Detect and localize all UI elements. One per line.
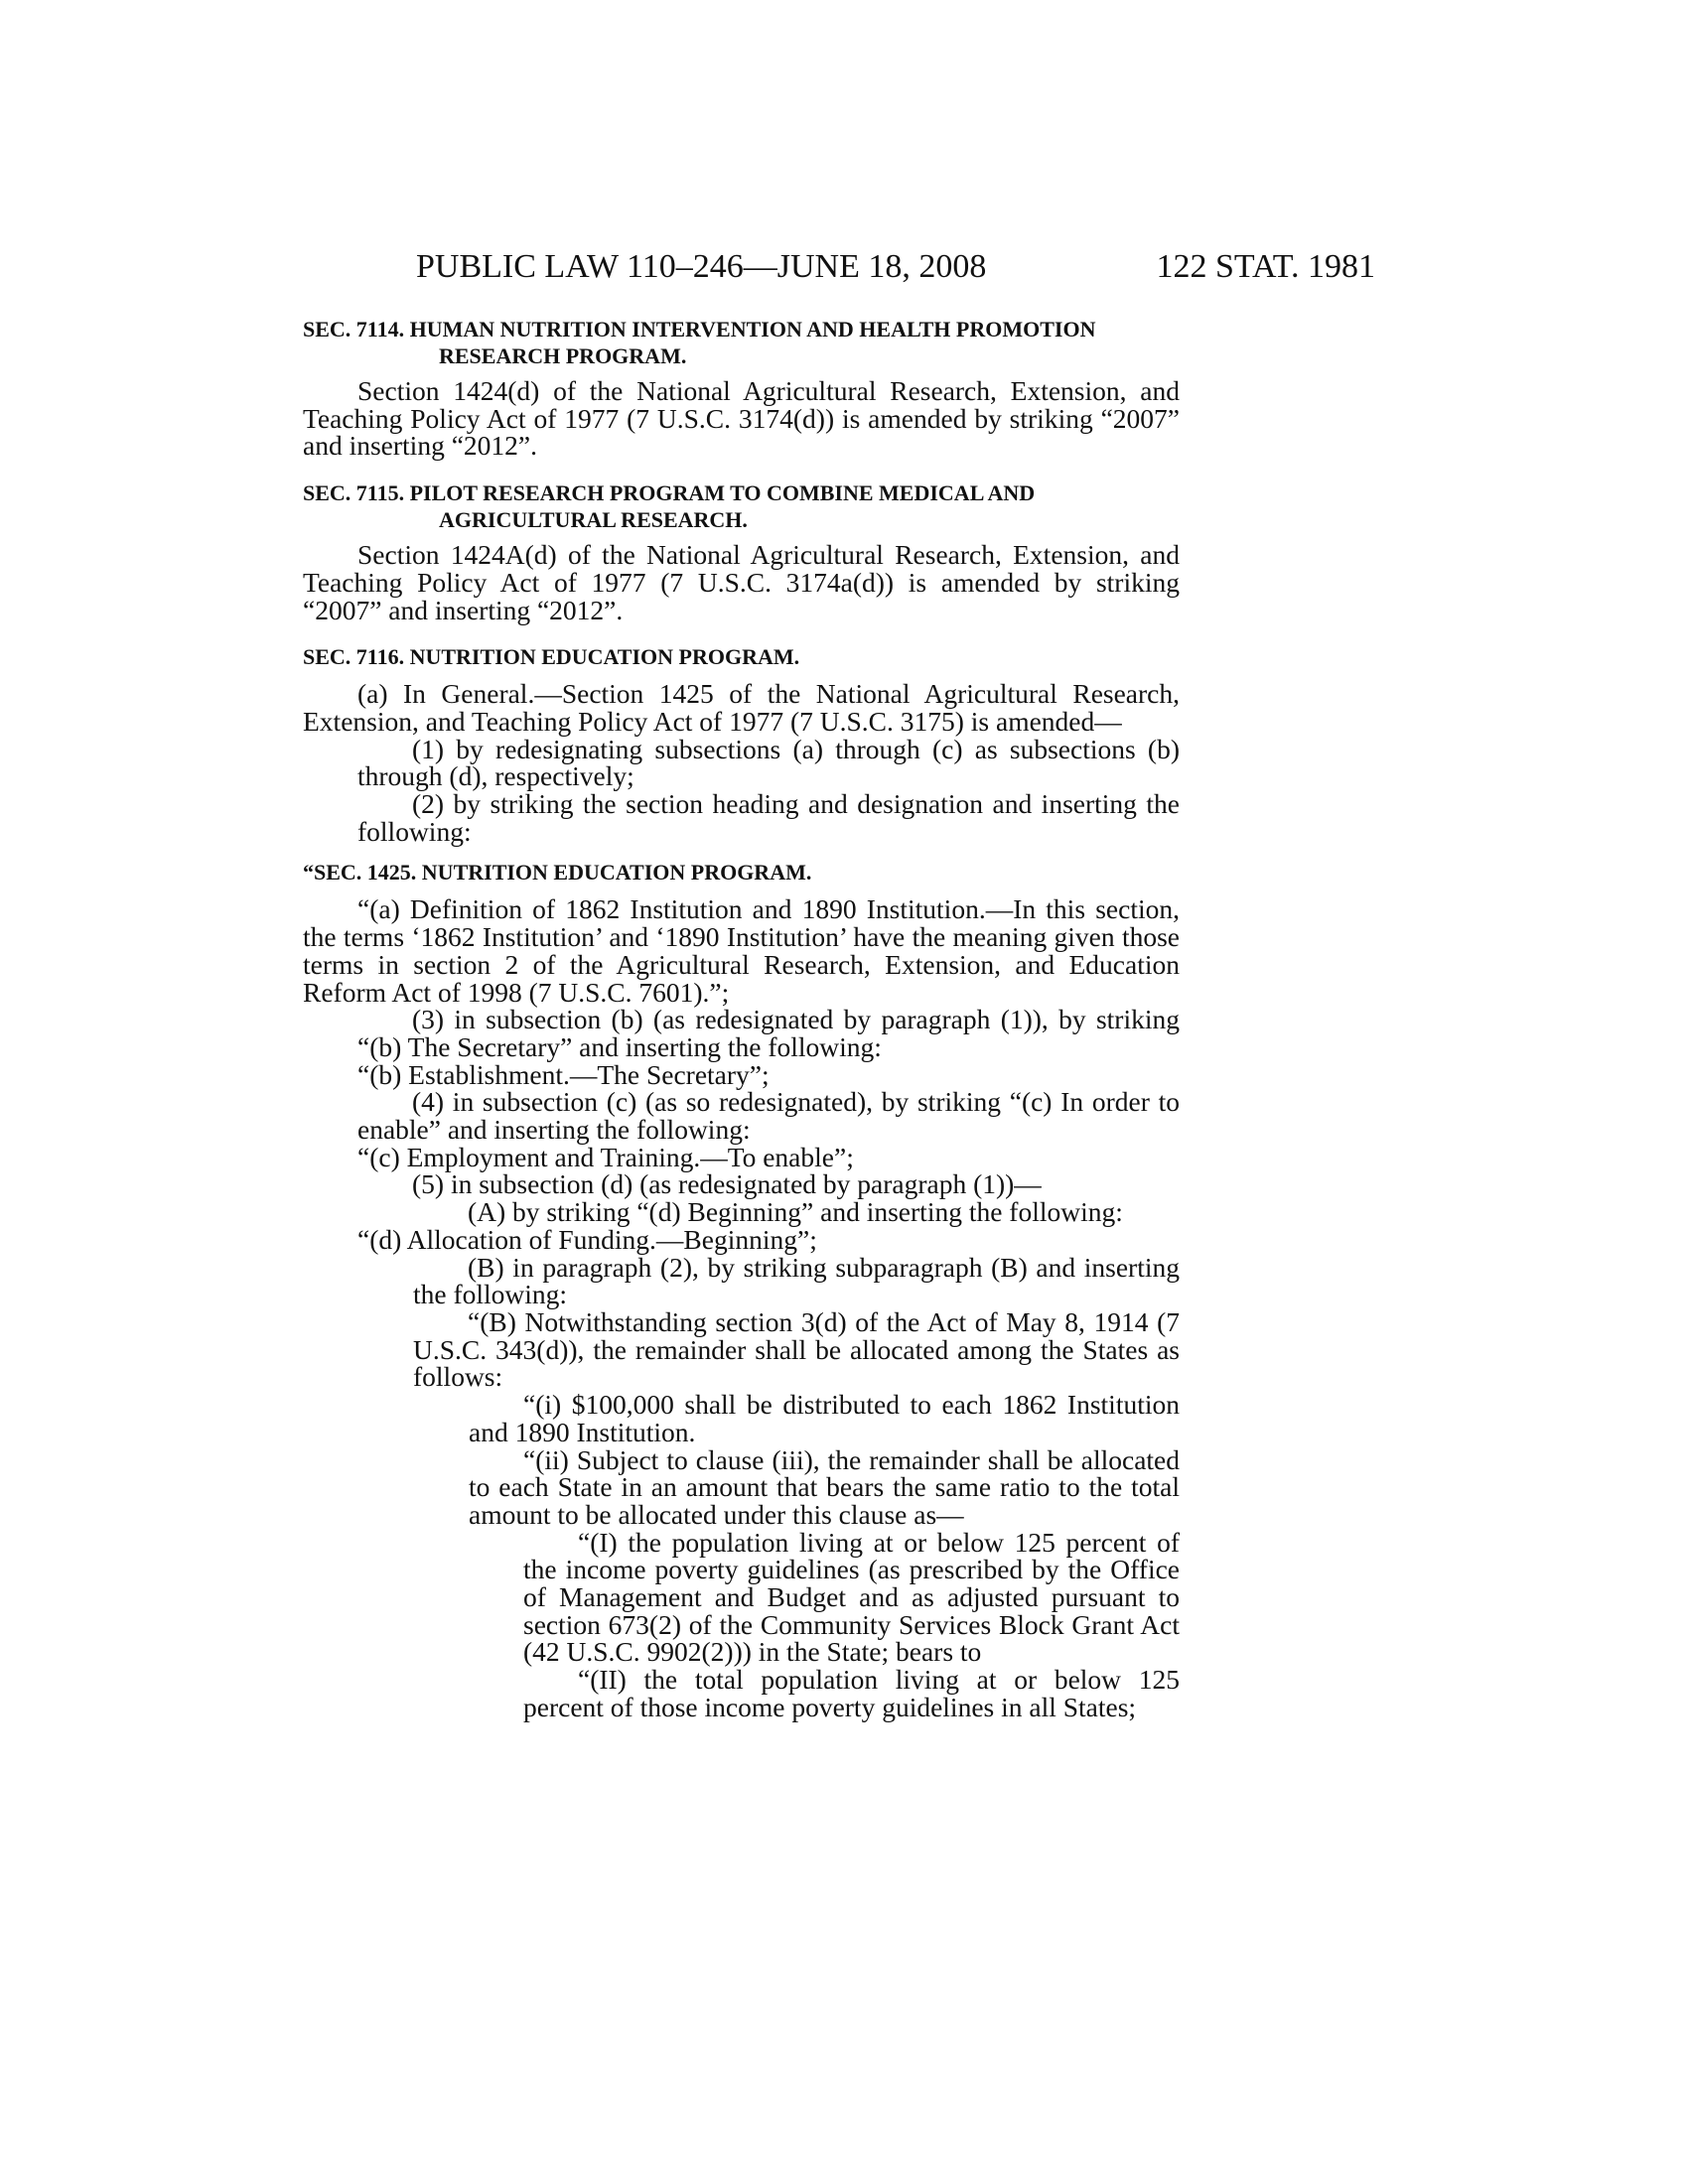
- document-body: [303, 316, 1180, 1721]
- sec-7115-heading: SEC. 7115. PILOT RESEARCH PROGRAM TO COMBINE MEDICAL AND AGRICULTURAL RESEARCH.: [303, 480, 1036, 533]
- sec-7116-a: (a) In General.—Section 1425 of the National Agricultural Research, Extension, and Teaching Policy Act of 1977 (7 U.S.C. 3175) is amended—: [303, 678, 1180, 737]
- quoted-clause-ii: “(ii) Subject to clause (iii), the remainder shall be allocated to each State in an amount that bears the same ratio to the total amount to be allocated under this clause as—: [469, 1443, 1180, 1530]
- quoted-subclause-I: “(I) the population living at or below 125 percent of the income poverty guidelines (as prescribed by the Office of Management and Budget and as adjusted pursuant to section 673(2) of the Community Services Block Grant Act (42 U.S.C. 9902(2))) in the State; bears to: [523, 1526, 1180, 1668]
- sec-7116-paragraph-5: (5) in subsection (d) (as redesignated by paragraph (1))—: [412, 1168, 1042, 1200]
- quoted-sec-1425-heading: “SEC. 1425. NUTRITION EDUCATION PROGRAM.: [303, 860, 812, 886]
- paragraph-4-insert: “(c) Employment and Training.—To enable”;: [357, 1141, 854, 1172]
- sec-7116-heading: SEC. 7116. NUTRITION EDUCATION PROGRAM.: [303, 644, 800, 670]
- header-public-law: PUBLIC LAW 110–246—JUNE 18, 2008: [416, 248, 987, 285]
- sec-7114-heading: SEC. 7114. HUMAN NUTRITION INTERVENTION AND HEALTH PROMOTION RESEARCH PROGRAM.: [303, 317, 1096, 368]
- sec-7116-paragraph-1: (1) by redesignating subsections (a) through (c) as subsections (b) through (d), respectively;: [357, 733, 1180, 792]
- quoted-subclause-II: “(II) the total population living at or below 125 percent of those income poverty guidelines in all States;: [523, 1664, 1180, 1722]
- sec-7114-text: Section 1424(d) of the National Agricultural Research, Extension, and Teaching Policy Act of 1977 (7 U.S.C. 3174(d)) is amended by striking “2007” and inserting “2012”.: [303, 375, 1180, 462]
- quoted-clause-i: “(i) $100,000 shall be distributed to each 1862 Institution and 1890 Institution.: [469, 1389, 1180, 1447]
- sec-7116-paragraph-3: (3) in subsection (b) (as redesignated by paragraph (1)), by striking “(b) The Secretary” and inserting the following:: [357, 1004, 1180, 1062]
- paragraph-5-subparagraph-b: (B) in paragraph (2), by striking subparagraph (B) and inserting the following:: [413, 1251, 1180, 1310]
- quoted-subparagraph-b: “(B) Notwithstanding section 3(d) of the Act of May 8, 1914 (7 U.S.C. 343(d)), the remainder shall be allocated among the States as follows:: [413, 1305, 1180, 1393]
- running-header: [303, 248, 1375, 296]
- subparagraph-a-insert: “(d) Allocation of Funding.—Beginning”;: [357, 1223, 817, 1255]
- sec-7115-text: Section 1424A(d) of the National Agricultural Research, Extension, and Teaching Policy Act of 1977 (7 U.S.C. 3174a(d)) is amended by striking “2007” and inserting “2012”.: [303, 539, 1180, 625]
- sec-7116-paragraph-4: (4) in subsection (c) (as so redesignated), by striking “(c) In order to enable” and inserting the following:: [357, 1086, 1180, 1146]
- sec-7116-paragraph-2: (2) by striking the section heading and designation and inserting the following:: [357, 788, 1180, 847]
- paragraph-3-insert: “(b) Establishment.—The Secretary”;: [357, 1058, 770, 1090]
- paragraph-5-subparagraph-a: (A) by striking “(d) Beginning” and inserting the following:: [468, 1196, 1123, 1228]
- header-stat-page: 122 STAT. 1981: [1156, 248, 1375, 285]
- quoted-sec-1425-a: “(a) Definition of 1862 Institution and 1890 Institution.—In this section, the terms ‘1862 Institution’ and ‘1890 Institution’ have the meaning given those terms in section 2 of the Agricultural Research, Extension, and Education Reform Act of 1998 (7 U.S.C. 7601).”;: [303, 893, 1180, 1008]
